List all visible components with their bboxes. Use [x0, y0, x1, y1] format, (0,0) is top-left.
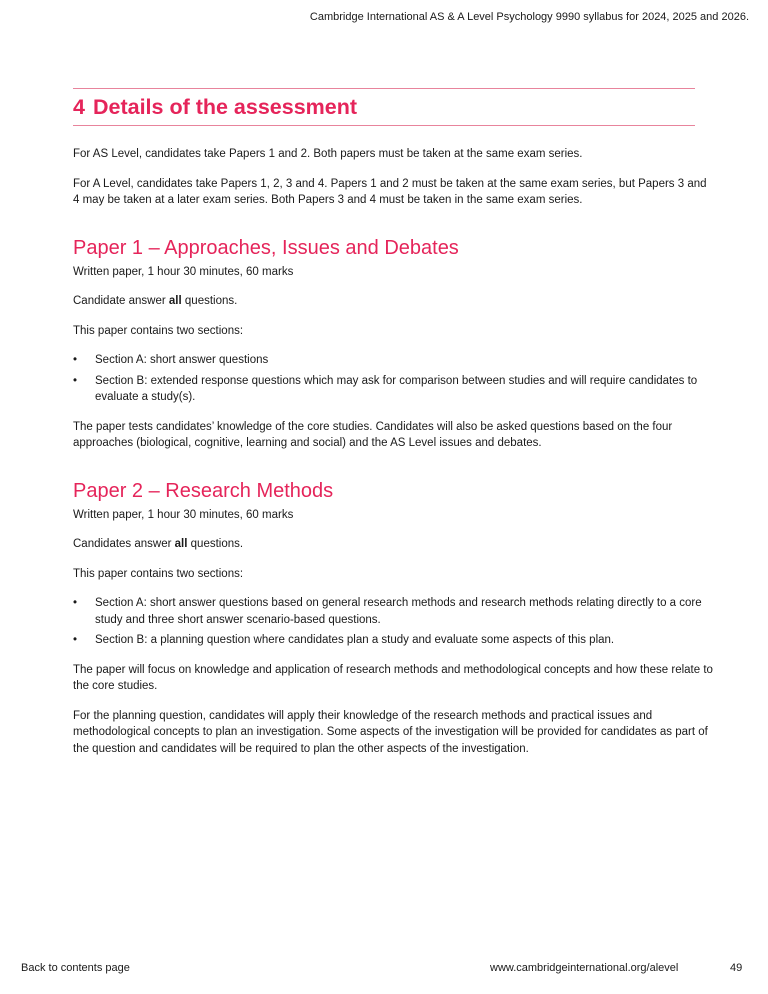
- list-item: [73, 373, 713, 406]
- intro-paragraph: For A Level, candidates take Papers 1, 2, 3 and 4. Papers 1 and 2 must be taken at the same exam series, but Papers 3 and 4 may be taken at a later exam series. Both Papers 3 and 4 must be taken in the same exam series.: [73, 177, 707, 206]
- paper-2-body: The paper will focus on knowledge and application of research methods and methodological concepts and how these relate to the core studies.: [73, 663, 713, 692]
- intro-paragraph: For AS Level, candidates take Papers 1 and 2. Both papers must be taken at the same exam series.: [73, 148, 583, 160]
- answer-suffix: questions.: [181, 295, 238, 307]
- paper-2-sections-list: [73, 595, 713, 649]
- list-item-text: Section B: extended response questions which may ask for comparison between studies and will require candidates to evaluate a study(s).: [95, 374, 698, 403]
- paper-2-details: Written paper, 1 hour 30 minutes, 60 marks: [73, 508, 294, 521]
- bullet-icon: •: [73, 374, 78, 387]
- footer-url[interactable]: www.cambridgeinternational.org/alevel: [490, 962, 679, 974]
- back-to-contents-link[interactable]: Back to contents page: [21, 962, 130, 974]
- running-header: Cambridge International AS & A Level Psychology 9990 syllabus for 2024, 2025 and 2026.: [309, 11, 749, 23]
- answer-prefix: Candidate answer: [73, 295, 169, 307]
- answer-prefix: Candidates answer: [73, 538, 175, 550]
- paper-2-section: [73, 478, 713, 758]
- paper-1-details: Written paper, 1 hour 30 minutes, 60 marks: [73, 265, 294, 278]
- answer-emphasis: all: [174, 538, 188, 550]
- paper-1-sections-intro: This paper contains two sections:: [73, 324, 244, 337]
- bullet-icon: •: [73, 597, 78, 609]
- list-item: [73, 352, 713, 369]
- list-item-text: Section B: a planning question where candidates plan a study and evaluate some aspects of this plan.: [95, 634, 615, 646]
- page-number: 49: [730, 962, 743, 974]
- list-item: [73, 595, 713, 628]
- list-item: [73, 632, 713, 649]
- main-content: [73, 146, 713, 770]
- paper-1-answer-instruction: [73, 293, 713, 310]
- paper-1-section: [73, 235, 713, 452]
- paper-1-heading: Paper 1 – Approaches, Issues and Debates: [73, 236, 459, 259]
- heading-rule-bottom: [73, 125, 695, 126]
- bullet-icon: •: [73, 354, 78, 366]
- paper-1-sections-list: [73, 352, 713, 406]
- bullet-icon: •: [73, 634, 78, 646]
- chapter-title-text: Details of the assessment: [92, 95, 358, 119]
- answer-emphasis: all: [168, 295, 182, 307]
- paper-1-body: The paper tests candidates’ knowledge of the core studies. Candidates will also be asked questions based on the four approaches (biological, cognitive, learning and social) and the AS Level issues and debates.: [73, 420, 673, 449]
- paper-2-heading: Paper 2 – Research Methods: [73, 479, 334, 502]
- heading-rule-top: [73, 88, 695, 89]
- list-item-text: Section A: short answer questions: [95, 354, 269, 366]
- paper-2-body: For the planning question, candidates will apply their knowledge of the research methods and practical issues and methodological concepts to plan an investigation. Some aspects of the investigation will be provided for candidates as part of the question and candidates will be required to plan the other aspects of the investigation.: [73, 709, 708, 755]
- paper-2-answer-instruction: [73, 536, 713, 553]
- chapter-title: [73, 95, 357, 120]
- answer-suffix: questions.: [187, 538, 244, 550]
- paper-2-sections-intro: This paper contains two sections:: [73, 567, 244, 580]
- chapter-number: 4: [73, 95, 85, 119]
- list-item-text: Section A: short answer questions based on general research methods and research methods relating directly to a core study and three short answer scenario-based questions.: [95, 597, 702, 626]
